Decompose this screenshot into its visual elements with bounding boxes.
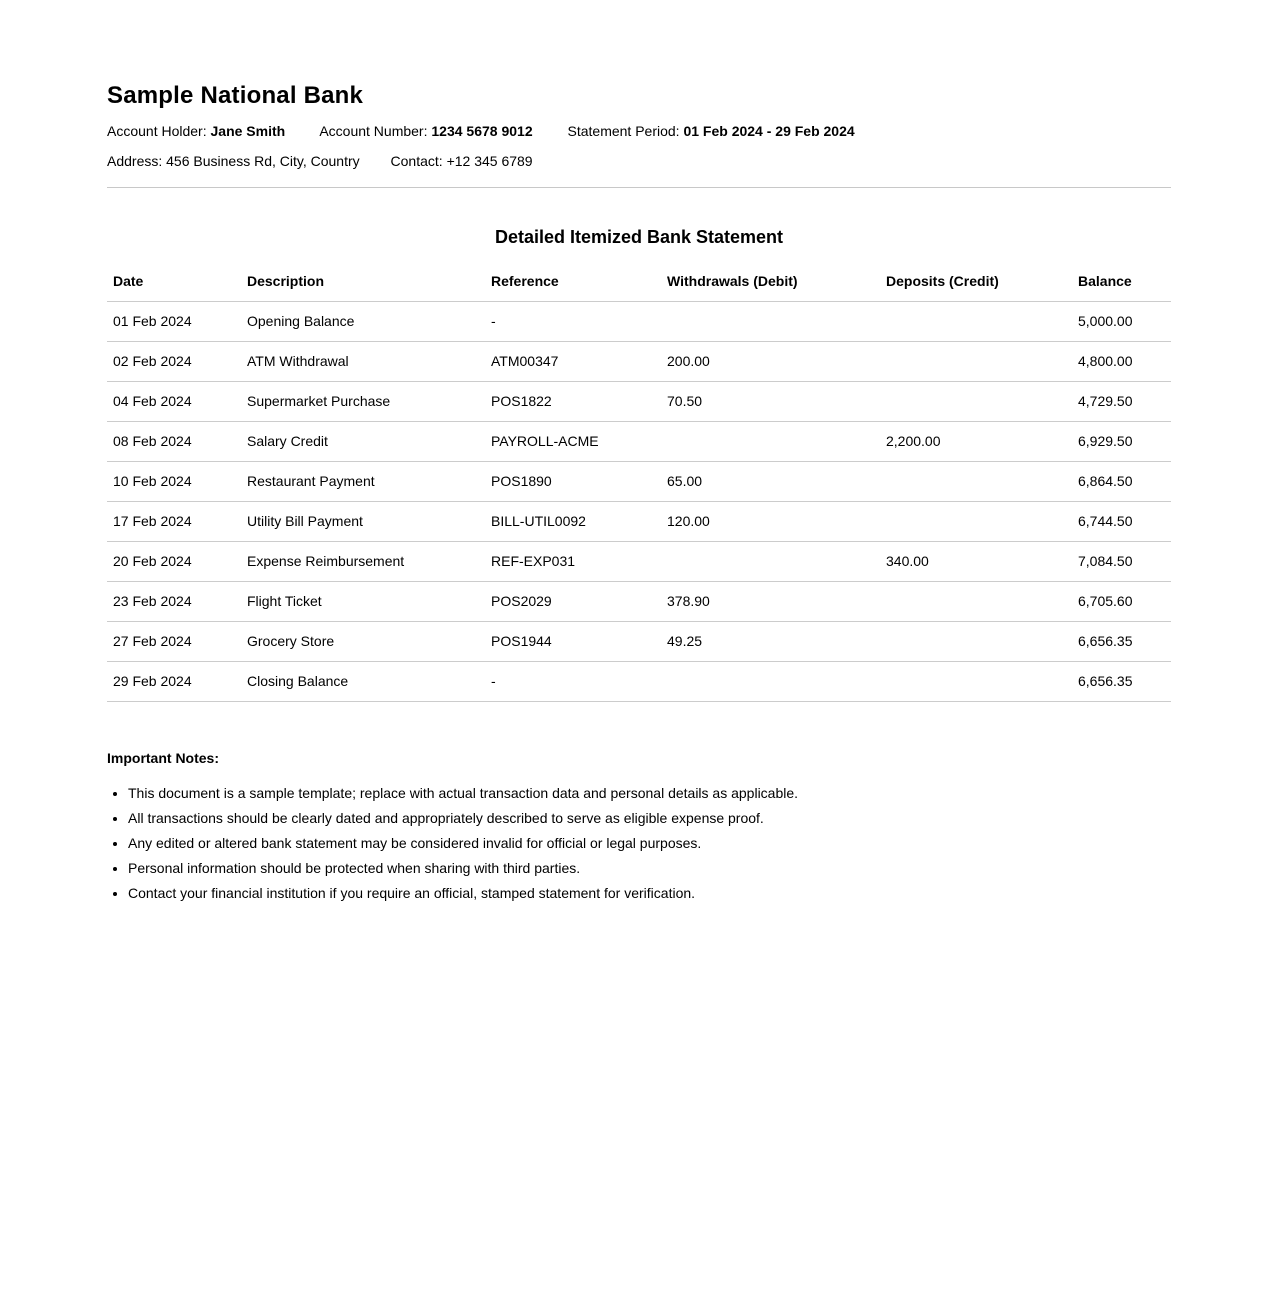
table-cell: 6,929.50 [1072,421,1171,461]
table-cell: Supermarket Purchase [241,381,485,421]
table-cell: 01 Feb 2024 [107,301,241,341]
table-cell [661,301,880,341]
table-cell: POS2029 [485,581,661,621]
column-header-withdrawals: Withdrawals (Debit) [661,261,880,302]
table-cell [880,461,1072,501]
column-header-balance: Balance [1072,261,1171,302]
table-cell: ATM Withdrawal [241,341,485,381]
table-cell: Expense Reimbursement [241,541,485,581]
table-cell: - [485,661,661,701]
table-cell: BILL-UTIL0092 [485,501,661,541]
contact-value: +12 345 6789 [446,152,533,169]
table-row [107,501,1171,541]
table-row [107,461,1171,501]
table-body [107,301,1171,701]
statement-period-value: 01 Feb 2024 - 29 Feb 2024 [683,122,855,139]
note-item: • This document is a sample template; replace with actual transaction data and personal details as applicable. [128,781,1171,806]
account-holder-value: Jane Smith [210,122,286,139]
table-cell: 02 Feb 2024 [107,341,241,381]
table-cell [661,661,880,701]
table-cell: 20 Feb 2024 [107,541,241,581]
table-cell: 29 Feb 2024 [107,661,241,701]
table-cell [880,621,1072,661]
account-number [319,123,532,139]
table-cell: POS1890 [485,461,661,501]
table-cell: 6,656.35 [1072,661,1171,701]
table-cell: 5,000.00 [1072,301,1171,341]
table-cell: Flight Ticket [241,581,485,621]
table-cell: 4,800.00 [1072,341,1171,381]
account-number-value: 1234 5678 9012 [431,122,533,139]
account-holder-label: Account Holder: [107,122,211,139]
table-cell: 340.00 [880,541,1072,581]
note-item: • Any edited or altered bank statement may be considered invalid for official or legal purposes. [128,831,1171,856]
table-cell: Utility Bill Payment [241,501,485,541]
table-cell [880,581,1072,621]
table-cell: 10 Feb 2024 [107,461,241,501]
table-row [107,381,1171,421]
contact [391,153,533,169]
table-cell: Salary Credit [241,421,485,461]
table-cell [880,661,1072,701]
note-item: • Personal information should be protected when sharing with third parties. [128,856,1171,881]
table-cell: 7,084.50 [1072,541,1171,581]
address [107,153,360,169]
table-cell: 08 Feb 2024 [107,421,241,461]
table-cell: 6,864.50 [1072,461,1171,501]
column-header-reference: Reference [485,261,661,302]
table-cell: 200.00 [661,341,880,381]
table-row [107,341,1171,381]
table-cell: Restaurant Payment [241,461,485,501]
notes-title: Important Notes: [107,749,219,766]
table-cell: POS1944 [485,621,661,661]
table-cell: 70.50 [661,381,880,421]
table-cell: 378.90 [661,581,880,621]
column-header-deposits: Deposits (Credit) [880,261,1072,302]
table-row [107,581,1171,621]
table-cell: 6,744.50 [1072,501,1171,541]
table-cell: 6,656.35 [1072,621,1171,661]
contact-label: Contact: [390,152,447,169]
table-cell: 2,200.00 [880,421,1072,461]
table-cell: 23 Feb 2024 [107,581,241,621]
table-cell: 6,705.60 [1072,581,1171,621]
table-cell: Opening Balance [241,301,485,341]
statement-period [568,123,855,139]
note-item: • All transactions should be clearly dated and appropriately described to serve as eligible expense proof. [128,806,1171,831]
table-cell [880,381,1072,421]
table-cell: - [485,301,661,341]
account-holder [107,123,285,139]
table-cell [880,301,1072,341]
table-cell [880,341,1072,381]
table-cell: ATM00347 [485,341,661,381]
table-row [107,661,1171,701]
table-cell: 65.00 [661,461,880,501]
table-cell: REF-EXP031 [485,541,661,581]
table-cell: 27 Feb 2024 [107,621,241,661]
table-cell: PAYROLL-ACME [485,421,661,461]
statement-title: Detailed Itemized Bank Statement [494,226,784,247]
table-header-row [107,261,1171,302]
table-cell: Closing Balance [241,661,485,701]
table-cell: 04 Feb 2024 [107,381,241,421]
header-divider [107,187,1171,188]
table-cell: 120.00 [661,501,880,541]
table-row [107,421,1171,461]
column-header-description: Description [241,261,485,302]
table-cell [661,421,880,461]
bank-name: Sample National Bank [107,82,364,109]
statement-period-label: Statement Period: [567,122,684,139]
account-info-line-1 [107,122,1171,140]
account-number-label: Account Number: [319,122,432,139]
table-cell: Grocery Store [241,621,485,661]
note-item: • Contact your financial institution if you require an official, stamped statement for verification. [128,881,1171,906]
account-info-line-2 [107,152,1171,170]
transactions-table [107,261,1171,702]
table-cell [880,501,1072,541]
notes-list [107,781,1171,906]
table-row [107,301,1171,341]
table-cell: 17 Feb 2024 [107,501,241,541]
address-value: 456 Business Rd, City, Country [166,152,360,169]
column-header-date: Date [107,261,241,302]
table-cell: POS1822 [485,381,661,421]
table-cell: 4,729.50 [1072,381,1171,421]
table-cell [661,541,880,581]
table-row [107,621,1171,661]
table-row [107,541,1171,581]
address-label: Address: [107,152,167,169]
table-cell: 49.25 [661,621,880,661]
